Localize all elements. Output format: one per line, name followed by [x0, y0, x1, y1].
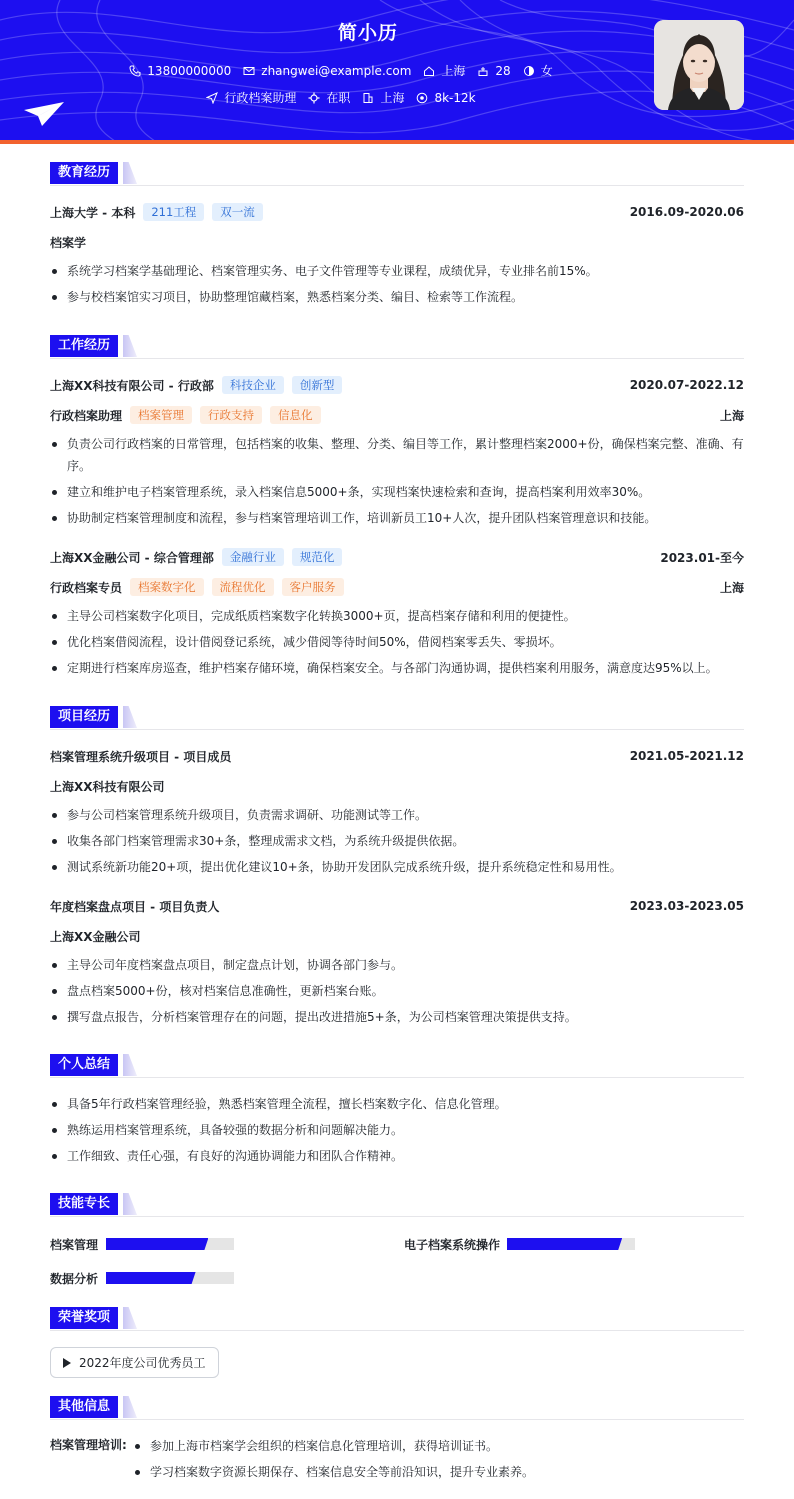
- divider: [50, 729, 744, 730]
- skill-item: [50, 1236, 234, 1252]
- section-skills: [50, 1193, 744, 1217]
- section-decoration: [123, 1396, 137, 1418]
- target-city-item: [362, 89, 404, 106]
- section-projects: [50, 706, 744, 730]
- gender-item: [523, 62, 553, 79]
- list-item: 具备5年行政档案管理经验，熟悉档案管理全流程，擅长档案数字化、信息化管理。: [50, 1093, 744, 1115]
- skill-name: 数据分析: [50, 1271, 99, 1286]
- award-text: 2022年度公司优秀员工: [79, 1356, 206, 1370]
- project-period: 2023.03-2023.05: [629, 899, 744, 913]
- list-item: 工作细致、责任心强，有良好的沟通协调能力和团队合作精神。: [50, 1145, 744, 1167]
- avatar: [654, 20, 744, 110]
- project-org: 上海XX金融公司: [50, 929, 141, 944]
- position-tag: 档案管理: [130, 406, 192, 424]
- company-tag: 科技企业: [222, 376, 284, 394]
- salary-icon: [416, 92, 428, 104]
- school-name: 上海大学 - 本科: [50, 205, 136, 220]
- position-row-2: [50, 577, 744, 597]
- salary-text: 8k-12k: [434, 90, 476, 105]
- list-item: 收集各部门档案管理需求30+条，整理成需求文档，为系统升级提供依据。: [50, 830, 744, 852]
- position-tag: 客户服务: [282, 578, 344, 596]
- skill-item: [404, 1236, 635, 1252]
- other-label: 档案管理培训:: [50, 1438, 127, 1452]
- major-row: [50, 232, 744, 252]
- project-period: 2021.05-2021.12: [629, 749, 744, 763]
- position-title: 行政档案助理: [50, 408, 123, 423]
- project-entry-1: [50, 746, 744, 766]
- salary-item: [416, 91, 475, 105]
- section-title-skills: 技能专长: [50, 1193, 118, 1215]
- work-entry-2: [50, 547, 744, 567]
- section-decoration: [123, 706, 137, 728]
- major: 档案学: [50, 235, 87, 250]
- divider: [50, 1419, 744, 1420]
- project-org: 上海XX科技有限公司: [50, 779, 165, 794]
- company-tag: 创新型: [292, 376, 343, 394]
- send-icon: [206, 92, 218, 104]
- job-intent-row: [0, 89, 682, 106]
- list-item: 学习档案数字资源长期保存、档案信息安全等前沿知识，提升专业素养。: [133, 1461, 744, 1483]
- portrait-image: [654, 20, 744, 110]
- project-entry-2: [50, 896, 744, 916]
- divider: [50, 185, 744, 186]
- section-summary: [50, 1054, 744, 1078]
- section-decoration: [123, 1193, 137, 1215]
- school-tag: 双一流: [212, 203, 263, 221]
- city-item: [423, 62, 465, 79]
- education-bullets: [50, 260, 744, 312]
- project-bullets-2: [50, 954, 744, 1032]
- list-item: 参与公司档案管理系统升级项目，负责需求调研、功能测试等工作。: [50, 804, 744, 826]
- school-tag: 211工程: [143, 203, 204, 221]
- age-text: 28: [495, 63, 511, 78]
- divider: [50, 358, 744, 359]
- contact-row: [0, 62, 682, 79]
- phone-icon: [129, 65, 141, 77]
- list-item: 参加上海市档案学会组织的档案信息化管理培训，获得培训证书。: [133, 1435, 744, 1457]
- cake-icon: [477, 65, 489, 77]
- status-icon: [308, 92, 320, 104]
- skill-name: 档案管理: [50, 1237, 99, 1252]
- list-item: 撰写盘点报告，分析档案管理存在的问题，提出改进措施5+条，为公司档案管理决策提供支持。: [50, 1006, 744, 1028]
- skill-bar-fill: [507, 1238, 622, 1250]
- position-tag: 行政支持: [200, 406, 262, 424]
- project-bullets-1: [50, 804, 744, 882]
- project-name: 年度档案盘点项目 - 项目负责人: [50, 899, 220, 914]
- age-item: [477, 64, 510, 78]
- gender-icon: [523, 65, 535, 77]
- section-awards: [50, 1307, 744, 1331]
- job-target-text: 行政档案助理: [224, 91, 297, 105]
- section-decoration: [123, 162, 137, 184]
- skill-name: 电子档案系统操作: [404, 1237, 501, 1252]
- summary-bullets: [50, 1093, 744, 1171]
- skill-bar-fill: [106, 1272, 196, 1284]
- list-item: 建立和维护电子档案管理系统，录入档案信息5000+条，实现档案快速检索和查询，提高档案利用效率30%。: [50, 481, 744, 503]
- education-entry: [50, 202, 744, 222]
- status-text: 在职: [326, 91, 351, 105]
- company-tag: 规范化: [292, 548, 343, 566]
- work-bullets-2: [50, 605, 744, 683]
- section-decoration: [123, 1054, 137, 1076]
- award-item[interactable]: [50, 1347, 219, 1378]
- email-item: [243, 64, 411, 78]
- project-org-row-2: [50, 926, 744, 946]
- list-item: 主导公司年度档案盘点项目，制定盘点计划，协调各部门参与。: [50, 954, 744, 976]
- list-item: 测试系统新功能20+项，提出优化建议10+条，协助开发团队完成系统升级，提升系统稳定性和易用性。: [50, 856, 744, 878]
- section-work: [50, 335, 744, 359]
- divider: [50, 1330, 744, 1331]
- list-item: 系统学习档案学基础理论、档案管理实务、电子文件管理等专业课程，成绩优异，专业排名前15%。: [50, 260, 744, 282]
- section-decoration: [123, 335, 137, 357]
- work-bullets-1: [50, 433, 744, 533]
- list-item: 定期进行档案库房巡查，维护档案存储环境，确保档案安全。与各部门沟通协调，提供档案利用服务，满意度达95%以上。: [50, 657, 744, 679]
- work-location: 上海: [719, 408, 744, 423]
- gender-text: 女: [540, 64, 553, 78]
- list-item: 协助制定档案管理制度和流程，参与档案管理培训工作，培训新员工10+人次，提升团队档案管理意识和技能。: [50, 507, 744, 529]
- company-tag: 金融行业: [222, 548, 284, 566]
- email-text: zhangwei@example.com: [261, 63, 412, 78]
- work-location: 上海: [719, 580, 744, 595]
- work-entry-1: [50, 375, 744, 395]
- status-item: [308, 89, 350, 106]
- list-item: 熟练运用档案管理系统，具备较强的数据分析和问题解决能力。: [50, 1119, 744, 1141]
- skill-bar: [106, 1272, 234, 1284]
- section-title-projects: 项目经历: [50, 706, 118, 728]
- building-icon: [362, 92, 374, 104]
- position-tag: 信息化: [270, 406, 321, 424]
- project-org-row-1: [50, 776, 744, 796]
- section-title-other: 其他信息: [50, 1396, 118, 1418]
- home-icon: [423, 65, 435, 77]
- list-item: 负责公司行政档案的日常管理，包括档案的收集、整理、分类、编目等工作，累计整理档案2000+份，确保档案完整、准确、有序。: [50, 433, 744, 477]
- section-title-summary: 个人总结: [50, 1054, 118, 1076]
- list-item: 盘点档案5000+份，核对档案信息准确性，更新档案台账。: [50, 980, 744, 1002]
- phone-item: [129, 64, 231, 78]
- city-text: 上海: [441, 64, 466, 78]
- education-period: 2016.09-2020.06: [629, 205, 744, 219]
- job-target-item: [206, 89, 296, 106]
- section-title-education: 教育经历: [50, 162, 118, 184]
- header-accent-line: [0, 140, 794, 144]
- resume-name: 简小历: [337, 22, 398, 44]
- play-icon: [63, 1358, 71, 1368]
- project-name: 档案管理系统升级项目 - 项目成员: [50, 749, 232, 764]
- list-item: 主导公司档案数字化项目，完成纸质档案数字化转换3000+页，提高档案存储和利用的便捷性。: [50, 605, 744, 627]
- position-row-1: [50, 405, 744, 425]
- list-item: 优化档案借阅流程，设计借阅登记系统，减少借阅等待时间50%，借阅档案零丢失、零损坏。: [50, 631, 744, 653]
- skill-item: [50, 1270, 234, 1286]
- phone-text: 13800000000: [147, 63, 232, 78]
- target-city-text: 上海: [380, 91, 405, 105]
- mail-icon: [243, 65, 255, 77]
- skill-bar: [507, 1238, 635, 1250]
- company-name: 上海XX科技有限公司 - 行政部: [50, 378, 214, 393]
- work-period: 2023.01-至今: [660, 550, 744, 565]
- section-title-awards: 荣誉奖项: [50, 1307, 118, 1329]
- work-period: 2020.07-2022.12: [629, 378, 744, 392]
- section-decoration: [123, 1307, 137, 1329]
- section-other: [50, 1396, 744, 1420]
- position-tag: 流程优化: [212, 578, 274, 596]
- list-item: 参与校档案馆实习项目，协助整理馆藏档案，熟悉档案分类、编目、检索等工作流程。: [50, 286, 744, 308]
- divider: [50, 1216, 744, 1217]
- section-title-work: 工作经历: [50, 335, 118, 357]
- position-tag: 档案数字化: [130, 578, 204, 596]
- position-title: 行政档案专员: [50, 580, 123, 595]
- divider: [50, 1077, 744, 1078]
- other-bullets: [133, 1435, 744, 1487]
- section-education: [50, 162, 744, 186]
- skill-bar: [106, 1238, 234, 1250]
- company-name: 上海XX金融公司 - 综合管理部: [50, 550, 214, 565]
- skill-bar-fill: [106, 1238, 208, 1250]
